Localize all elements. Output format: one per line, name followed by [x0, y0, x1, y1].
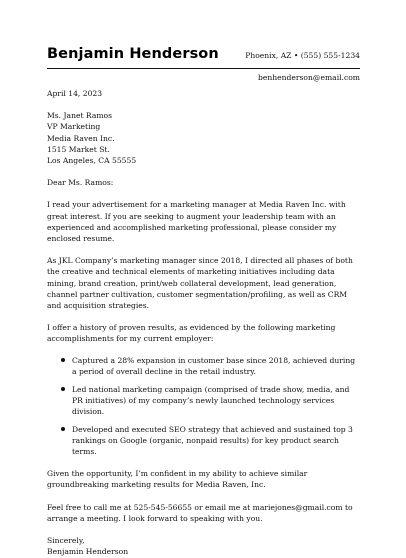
body-paragraph: I read your advertisement for a marketing manager at Media Raven Inc. with great interest. If you are seeking to augment your leadership team with an experienced and accomplished marketing professional, please consider my enclosed resume. — [47, 200, 346, 244]
list-item-text: Led national marketing campaign (comprised of trade show, media, and PR initiatives) of my company’s newly launched technology services division. — [72, 384, 350, 416]
signoff — [47, 535, 360, 557]
list-item — [72, 424, 360, 458]
valediction: Sincerely, — [47, 536, 85, 546]
body-paragraph: I offer a history of proven results, as evidenced by the following marketing accomplishments for my current employer: — [47, 323, 336, 344]
list-item-text: Captured a 28% expansion in customer base since 2018, achieved during a period of overall decline in the retail industry. — [72, 355, 356, 376]
letter-date: April 14, 2023 — [47, 89, 103, 98]
letter-header — [47, 44, 360, 64]
recipient-line: 1515 Market St. — [47, 144, 110, 154]
accomplishments-list — [47, 355, 360, 458]
body-paragraph: As JKL Company’s marketing manager since 2018, I directed all phases of both the creative and technical elements of marketing initiatives including data mining, brand creation, print/web collateral development, lead generation, channel partner cultivation, customer segmentation/profiling, as well as CRM and acquisition strategies. — [47, 256, 353, 311]
bullet-icon — [61, 387, 65, 391]
closing-paragraph: Given the opportunity, I’m confident in my ability to achieve similar groundbreaking marketing results for Media Raven, Inc. — [47, 469, 308, 490]
sender-email: benhenderson@email.com — [258, 73, 360, 82]
signature-name: Benjamin Henderson — [47, 547, 129, 557]
list-item-text: Developed and executed SEO strategy that achieved and sustained top 3 rankings on Google (organic, nonpaid results) for key product search terms. — [72, 424, 353, 457]
list-item — [72, 355, 360, 377]
recipient-line: Ms. Janet Ramos — [47, 111, 113, 121]
header-divider — [47, 68, 360, 69]
recipient-address — [47, 110, 360, 166]
recipient-line: Los Angeles, CA 55555 — [47, 156, 137, 166]
salutation: Dear Ms. Ramos: — [47, 178, 114, 188]
sender-name: Benjamin Henderson — [47, 46, 219, 62]
sender-location-phone: Phoenix, AZ • (555) 555-1234 — [245, 51, 360, 60]
recipient-line: Media Raven Inc. — [47, 133, 115, 143]
bullet-icon — [61, 427, 65, 431]
bullet-icon — [61, 358, 65, 362]
list-item — [72, 384, 360, 418]
closing-paragraph: Feel free to call me at 525-545-56655 or email me at mariejones@gmail.com to arrange a meeting. I look forward to speaking with you. — [47, 502, 353, 523]
recipient-line: VP Marketing — [47, 122, 101, 132]
